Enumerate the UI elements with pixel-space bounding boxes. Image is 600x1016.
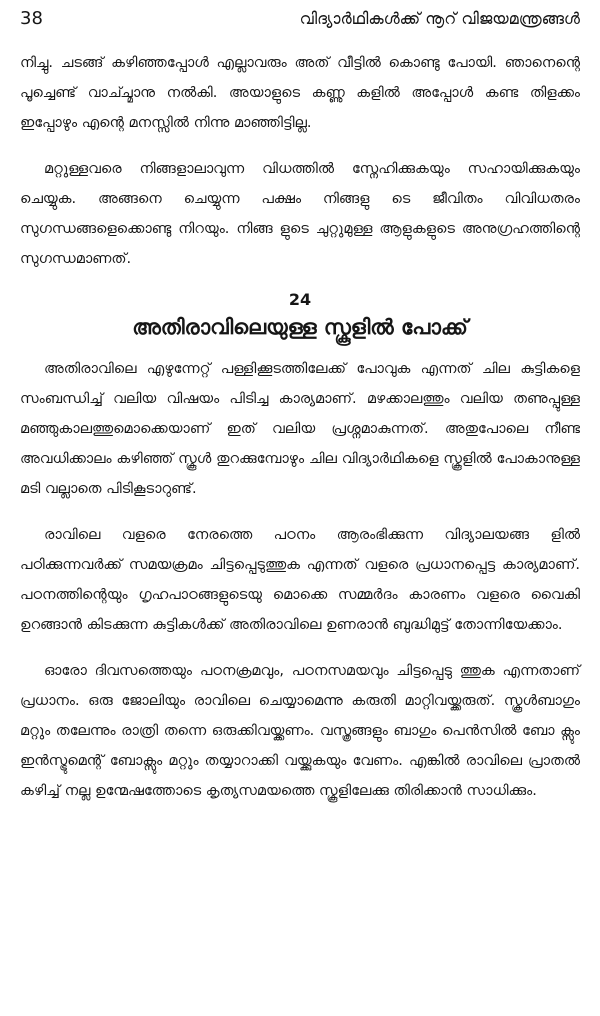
section-title: അതിരാവിലെയുള്ള സ്കൂളിൽ പോക്ക്: [132, 315, 468, 339]
running-header: [20, 8, 580, 38]
paragraph: മറ്റുള്ളവരെ നിങ്ങളാലാവുന്ന വിധത്തിൽ സ്നേഹിക്കുകയും സഹായിക്കുകയും ചെയ്യുക. അങ്ങനെ ചെയ്യുന്ന പക്ഷം നിങ്ങളു ടെ ജീവിതം വിവിധതരം സുഗന്ധങ്ങളെക്കൊണ്ടു നിറയും. നിങ്ങ ളുടെ ചുറ്റുമുള്ള ആളുകളുടെ അനുഗ്രഹത്തിന്റെ സുഗന്ധമാണത്.: [20, 161, 580, 267]
running-title: വിദ്യാർഥികൾക്ക് നൂറ് വിജയമന്ത്രങ്ങൾ: [299, 9, 580, 28]
paragraph: രാവിലെ വളരെ നേരത്തെ പഠനം ആരംഭിക്കുന്ന വിദ്യാലയങ്ങ ളിൽ പഠിക്കുന്നവർക്ക് സമയക്രമം ചിട്ടപ്പെടുത്തുക എന്നത് വളരെ പ്രധാനപ്പെട്ട കാര്യമാണ്. പഠനത്തിന്റെയും ഗൃഹപാഠങ്ങളുടെയു മൊക്കെ സമ്മർദം കാരണം വളരെ വൈകി ഉറങ്ങാൻ കിടക്കുന്ന കുട്ടികൾക്ക് അതിരാവിലെ ഉണരാൻ ബുദ്ധിമുട്ട് തോന്നിയേക്കാം.: [20, 527, 580, 633]
page-number: 38: [20, 8, 43, 29]
body-text: [20, 48, 580, 806]
paragraph-continued: നിച്ചു. ചടങ്ങ് കഴിഞ്ഞപ്പോൾ എല്ലാവരും അത് വീട്ടിൽ കൊണ്ടു പോയി. ഞാനെന്റെ പൂച്ചെണ്ട് വാച്ച്മാനു നൽകി. അയാളുടെ കണ്ണു കളിൽ അപ്പോൾ കണ്ട തിളക്കം ഇപ്പോഴും എന്റെ മനസ്സിൽ നിന്നു മാഞ്ഞിട്ടില്ല.: [20, 55, 580, 131]
section-number: 24: [288, 290, 312, 309]
paragraph: ഓരോ ദിവസത്തെയും പഠനക്രമവും, പഠനസമയവും ചിട്ടപ്പെടു ത്തുക എന്നതാണ് പ്രധാനം. ഒരു ജോലിയും രാവിലെ ചെയ്യാമെന്നു കരുതി മാറ്റിവയ്ക്കരുത്. സ്കൂൾബാഗും മറ്റും തലേന്നും രാത്രി തന്നെ ഒരുക്കിവയ്ക്കണം. വസ്ത്രങ്ങളും ബാഗും പെൻസിൽ ബോ ക്സും ഇൻസ്ട്രുമെന്റ് ബോക്സും മറ്റും തയ്യാറാക്കി വയ്ക്കുകയും വേണം. എങ്കിൽ രാവിലെ പ്രാതൽ കഴിച്ച് നല്ല ഉന്മേഷത്തോടെ കൃത്യസമയത്തെ സ്കൂളിലേക്കു തിരിക്കാൻ സാധിക്കും.: [20, 663, 580, 799]
paragraph: അതിരാവിലെ എഴുന്നേറ്റ് പള്ളിക്കൂടത്തിലേക്ക് പോവുക എന്നത് ചില കുട്ടികളെ സംബന്ധിച്ച് വലിയ വിഷയം പിടിച്ച കാര്യമാണ്. മഴക്കാലത്തും വലിയ തണുപ്പുള്ള മഞ്ഞുകാലത്തുമൊക്കെയാണ് ഇത് വലിയ പ്രശ്നമാകുന്നത്. അതുപോലെ നീണ്ട അവധിക്കാലം കഴിഞ്ഞ് സ്കൂൾ തുറക്കുമ്പോഴും ചില വിദ്യാർഥികളെ സ്കൂളിൽ പോകാനുള്ള മടി വല്ലാതെ പിടികൂടാറുണ്ട്.: [20, 361, 580, 497]
